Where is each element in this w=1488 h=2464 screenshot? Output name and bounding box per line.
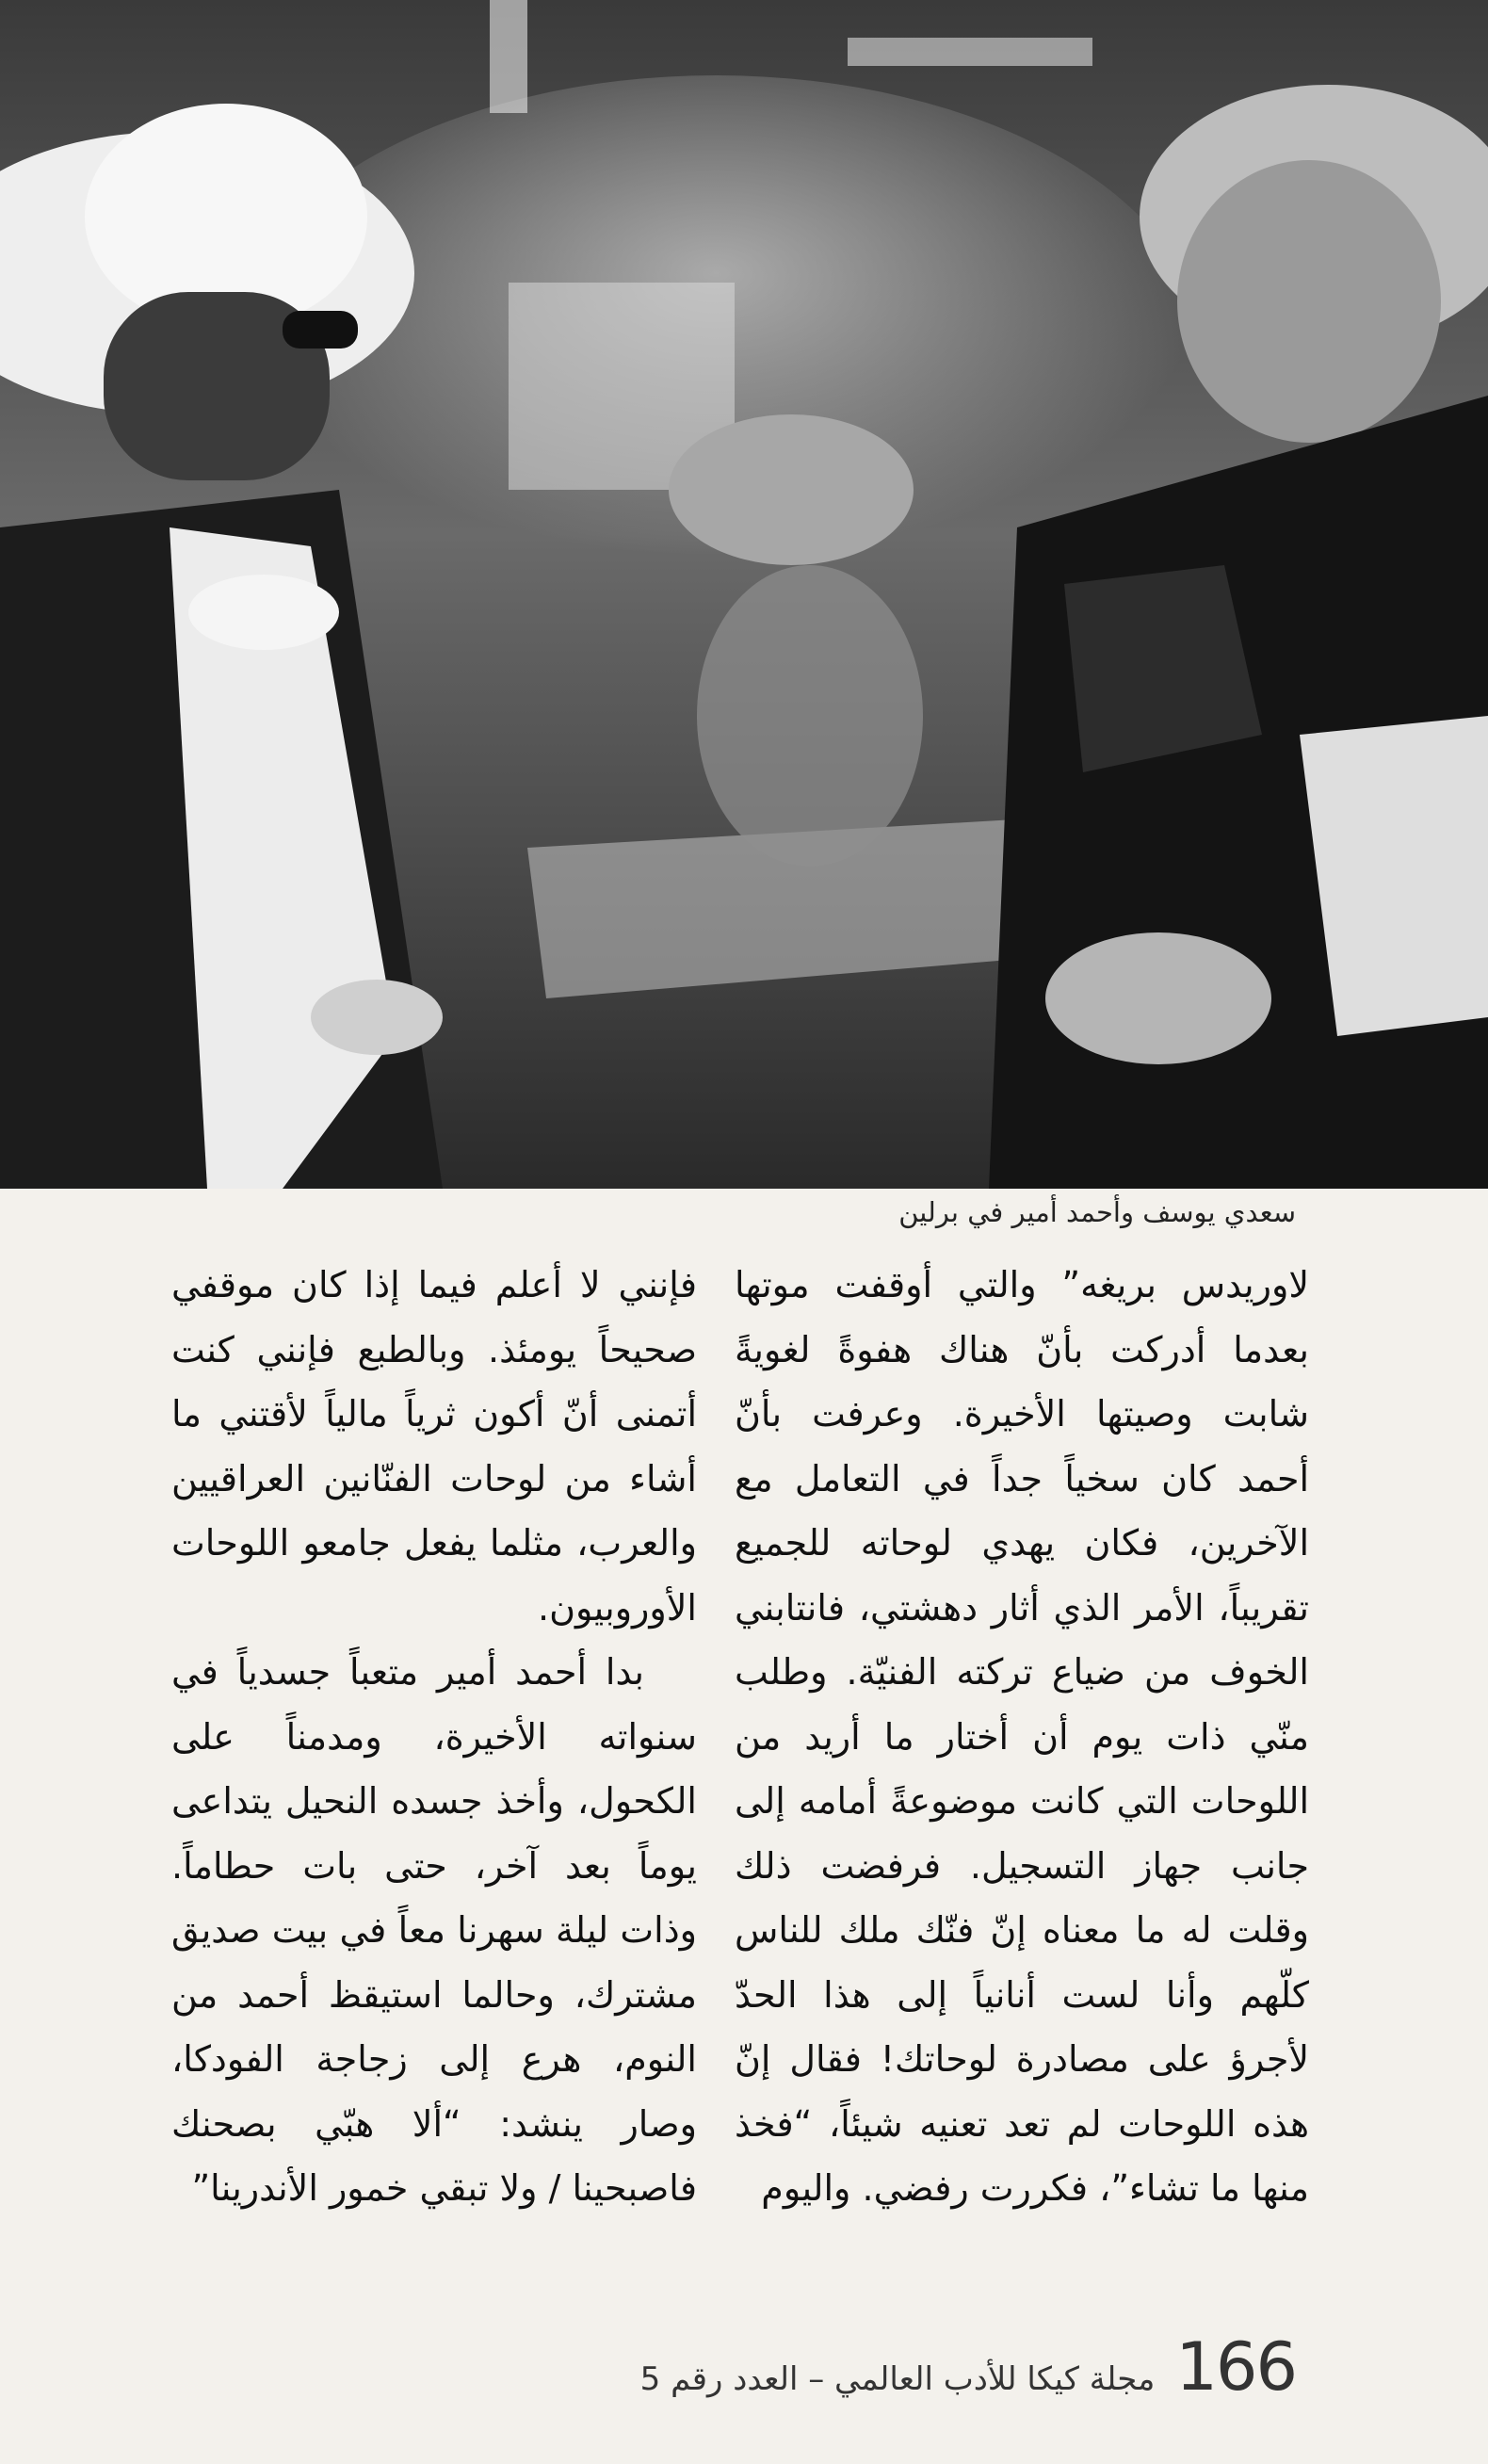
article-photo xyxy=(0,0,1488,1189)
paragraph: فإنني لا أعلم فيما إذا كان موقفي صحيحاً يومئذ. وبالطبع فإنني كنت أتمنى أنّ أكون ثرياً مالياً لأقتني ما أشاء من لوحات الفنّانين العراقيين والعرب، مثلما يفعل جامعو اللوحات الأوروبيون. xyxy=(171,1264,697,1629)
article-column-right xyxy=(735,1253,1309,2221)
paragraph: لاوريدس بريغه” والتي أوقفت موتها بعدما أدركت بأنّ هناك هفوةً لغويةً شابت وصيتها الأخيرة. وعرفت بأنّ أحمد كان سخياً جداً في التعامل مع الآخرين، فكان يهدي لوحاته للجميع تقريباً، الأمر الذي أثار دهشتي، فانتابني الخوف من ضياع تركته الفنيّة. وطلب منّي ذات يوم أن أختار ما أريد من اللوحات التي كانت موضوعةً أمامه إلى جانب جهاز التسجيل. فرفضت ذلك وقلت له ما معناه إنّ فنّك ملك للناس كلّهم وأنا لست أنانياً إلى هذا الحدّ لأجرؤ على مصادرة لوحاتك! فقال إنّ هذه اللوحات لم تعد تعنيه شيئاً، “فخذ منها ما تشاء”، فكررت رفضي. واليوم xyxy=(735,1264,1309,2209)
photograph-two-men-talking-icon xyxy=(0,0,1488,1189)
photo-caption: سعدي يوسف وأحمد أمير في برلين xyxy=(898,1196,1296,1228)
paragraph: بدا أحمد أمير متعباً جسدياً في سنواته الأخيرة، ومدمناً على الكحول، وأخذ جسده النحيل يتداعى يوماً بعد آخر، حتى بات حطاماً. وذات ليلة سهرنا معاً في بيت صديق مشترك، وحالما استيقظ أحمد من النوم، هرع إلى زجاجة الفودكا، وصار ينشد: “ألا هبّي بصحنك فاصبحينا / ولا تبقي خمور الأندرينا” xyxy=(171,1651,697,2209)
article-column-left xyxy=(171,1253,697,2221)
page-number: 166 xyxy=(1175,2328,1296,2406)
page-footer xyxy=(640,2328,1296,2406)
magazine-issue-label: مجلة كيكا للأدب العالمي – العدد رقم 5 xyxy=(639,2360,1156,2398)
